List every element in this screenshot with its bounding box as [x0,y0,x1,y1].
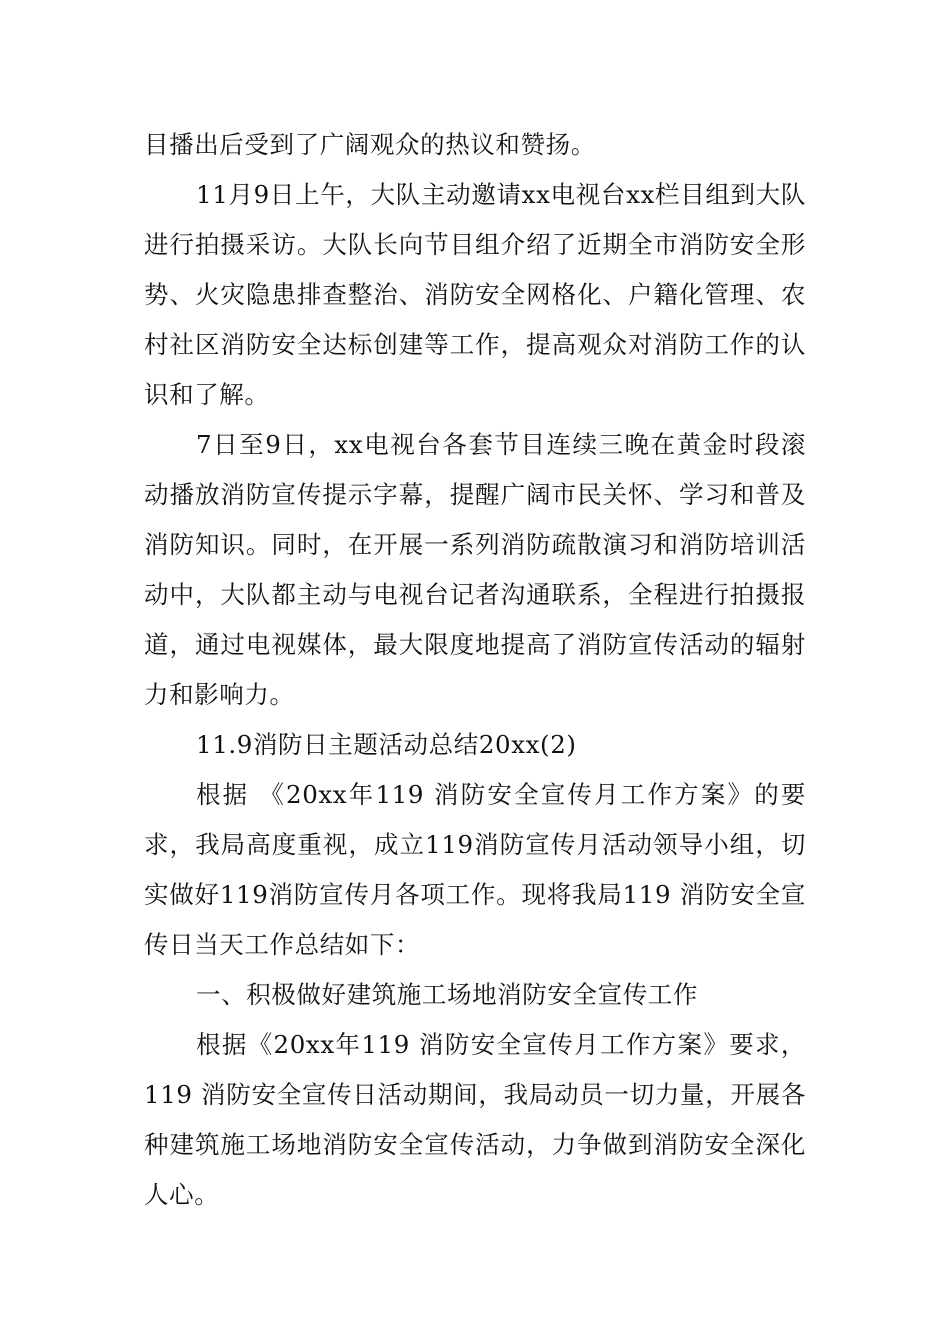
paragraph-7: 根据《20xx年119 消防安全宣传月工作方案》要求，119 消防安全宣传日活动期间，我局动员一切力量，开展各种建筑施工场地消防安全宣传活动，力争做到消防安全深化人心。 [144,1030,806,1209]
paragraph-5: 根据 《20xx年119 消防安全宣传月工作方案》的要求，我局高度重视，成立119消防宣传月活动领导小组，切实做好119消防宣传月各项工作。现将我局119 消防安全宣传日当天工作总结如下： [144,780,806,959]
section-heading-summary: 11.9消防日主题活动总结20xx(2) [196,730,577,759]
document-body [144,120,806,1220]
section-heading-construction: 一、积极做好建筑施工场地消防安全宣传工作 [196,980,698,1009]
paragraph-3: 7日至9日，xx电视台各套节目连续三晚在黄金时段滚动播放消防宣传提示字幕，提醒广阔市民关怀、学习和普及消防知识。同时，在开展一系列消防疏散演习和消防培训活动中，大队都主动与电视台记者沟通联系，全程进行拍摄报道，通过电视媒体，最大限度地提高了消防宣传活动的辐射力和影响力。 [144,430,806,709]
paragraph-2: 11月9日上午，大队主动邀请xx电视台xx栏目组到大队进行拍摄采访。大队长向节目组介绍了近期全市消防安全形势、火灾隐患排查整治、消防安全网格化、户籍化管理、农村社区消防安全达标创建等工作，提高观众对消防工作的认识和了解。 [144,180,806,409]
paragraph-1: 目播出后受到了广阔观众的热议和赞扬。 [144,130,596,159]
